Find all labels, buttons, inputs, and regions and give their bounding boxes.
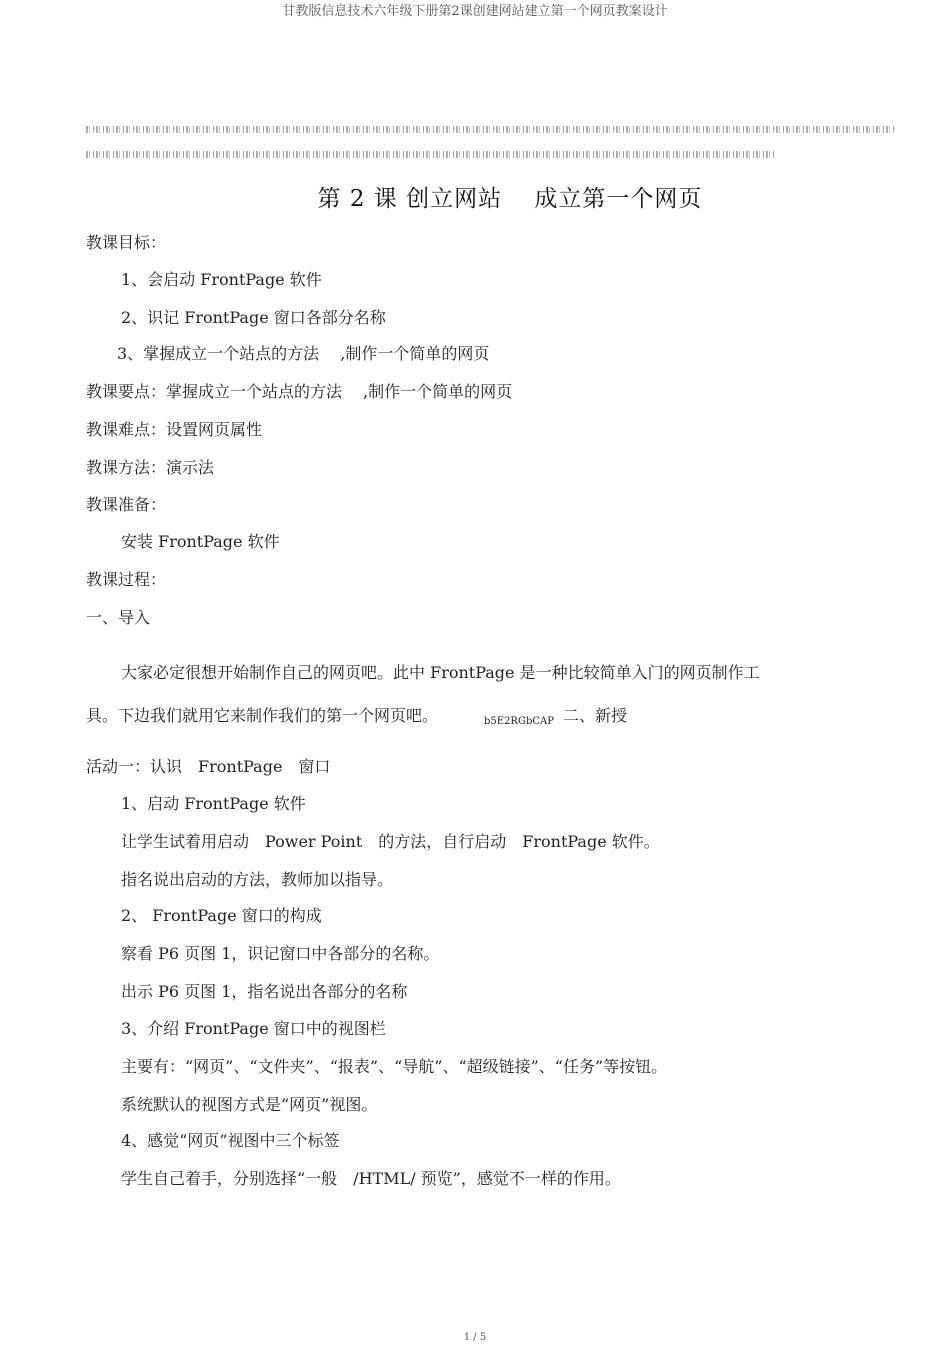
doc-line: 出示 P6 页图 1，指名说出各部分的名称: [121, 982, 408, 1001]
doc-line: 大家必定很想开始制作自己的网页吧。此中 FrontPage 是一种比较简单入门的网页制作工: [121, 663, 760, 682]
doc-line: 察看 P6 页图 1，识记窗口中各部分的名称。: [121, 944, 440, 963]
doc-line: 指名说出启动的方法，教师加以指导。: [121, 870, 394, 889]
garbled-text-line: [86, 126, 894, 133]
doc-line: 一、导入: [86, 608, 151, 627]
doc-line: 学生自己着手，分别选择“一般 /HTML/ 预览”，感觉不一样的作用。: [121, 1169, 621, 1188]
doc-line: 教课方法：演示法: [86, 458, 215, 477]
lesson-title: 第 2 课 创立网站 成立第一个网页: [317, 186, 703, 212]
doc-line: 3、掌握成立一个站点的方法 ,制作一个简单的网页: [117, 344, 490, 363]
doc-line: 1、会启动 FrontPage 软件: [121, 270, 322, 289]
doc-code: b5E2RGbCAP: [484, 716, 554, 727]
doc-line: 教课难点：设置网页属性: [86, 420, 263, 439]
doc-line: 活动一：认识 FrontPage 窗口: [86, 757, 331, 776]
doc-line: 2、 FrontPage 窗口的构成: [121, 906, 322, 925]
doc-line: 教课过程：: [86, 570, 167, 589]
garbled-text-line: [86, 151, 776, 158]
doc-line: 教课准备：: [86, 495, 167, 514]
doc-line: 具。下边我们就用它来制作我们的第一个网页吧。: [86, 706, 439, 725]
page-header: 甘教版信息技术六年级下册第2课创建网站建立第一个网页教案设计: [282, 4, 668, 19]
doc-line: 教课要点：掌握成立一个站点的方法 ,制作一个简单的网页: [86, 382, 513, 401]
doc-line: 让学生试着用启动 Power Point 的方法，自行启动 FrontPage 软件。: [121, 832, 660, 851]
doc-line: 教课目标：: [86, 233, 167, 252]
doc-line: 2、识记 FrontPage 窗口各部分名称: [121, 308, 386, 327]
doc-line: 系统默认的视图方式是“网页”视图。: [121, 1095, 378, 1114]
doc-line: 4、感觉“网页”视图中三个标签: [121, 1131, 340, 1150]
doc-line: 二、新授: [563, 706, 628, 725]
doc-line: 1、启动 FrontPage 软件: [121, 794, 306, 813]
doc-line: 主要有：“网页”、“文件夹”、“报表”、“导航”、“超级链接”、“任务”等按钮。: [121, 1057, 668, 1076]
doc-line: 3、介绍 FrontPage 窗口中的视图栏: [121, 1019, 386, 1038]
page-number: 1 / 5: [463, 1332, 487, 1343]
doc-line: 安装 FrontPage 软件: [121, 532, 280, 551]
